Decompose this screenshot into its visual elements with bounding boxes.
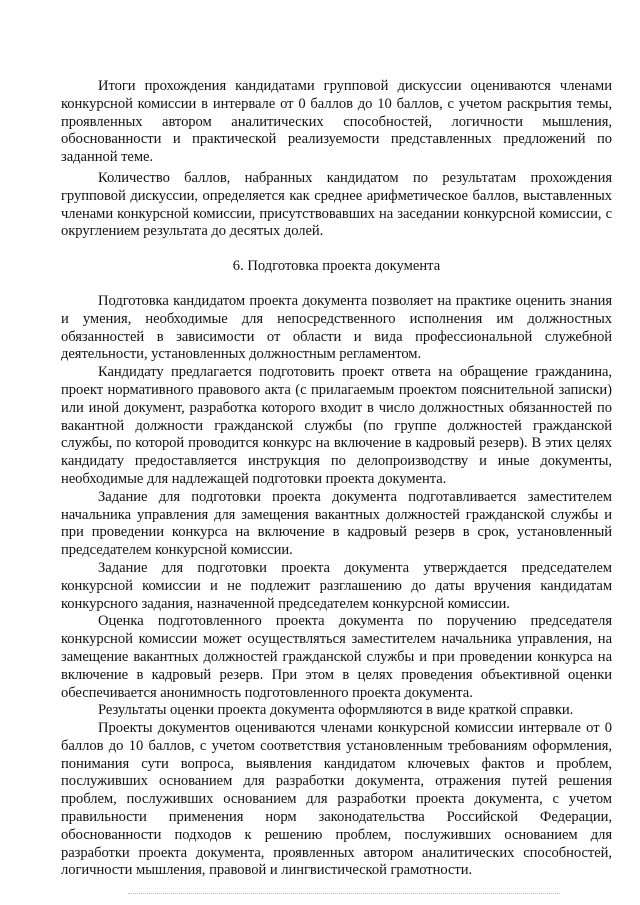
- paragraph-discussion-average: Количество баллов, набранных кандидатом по результатам прохождения групповой дискуссии, определяется как среднее арифметическое баллов, выставленных членами конкурсной комиссии, присутствовавших на заседании конкурсной комиссии, с округлением результата до десятых долей.: [61, 169, 612, 240]
- scan-edge-artifact: [128, 893, 560, 896]
- paragraph-task-types: Кандидату предлагается подготовить проект ответа на обращение гражданина, проект нормативного правового акта (с прилагаемым проектом пояснительной записки) или иной документ, разработка которого входит в число должностных обязанностей по вакантной должности гражданской службы (по группе должностей гражданской службы, по которой проводится конкурс на включение в кадровый резерв). В этих целях кандидату предоставляется инструкция по делопроизводству и иные документы, необходимые для надлежащей подготовки проекта документа.: [61, 364, 612, 487]
- section-heading: 6. Подготовка проекта документа: [232, 258, 441, 275]
- paragraph-task-approval: Задание для подготовки проекта документа утверждается председателем конкурсной комиссии и не подлежит разглашению до даты вручения кандидатам конкурсного задания, назначенной председателем конкурсной комиссии.: [61, 559, 612, 612]
- paragraph-results: Результаты оценки проекта документа оформляются в виде краткой справки.: [98, 702, 574, 719]
- paragraph-purpose: Подготовка кандидатом проекта документа позволяет на практике оценить знания и умения, необходимые для непосредственного исполнения им должностных обязанностей в зависимости от области и вида профессиональной служебной деятельности, установленных должностным регламентом.: [61, 292, 612, 363]
- paragraph-scoring-criteria: Проекты документов оцениваются членами конкурсной комиссии интервале от 0 баллов до 10 баллов, с учетом соответствия установленным требованиям оформления, понимания сути вопроса, выявления кандидатом ключевых фактов и проблем, послуживших основанием для разработки документа, отражения путей решения проблем, послуживших основанием для разработки проекта документа, с учетом правильности применения норм законодательства Российской Федерации, обоснованности подходов к решению проблем, послуживших основанием для разработки проекта документа, проявленных автором аналитических способностей, логичности мышления, правовой и лингвистической грамотности.: [61, 720, 612, 879]
- paragraph-evaluation: Оценка подготовленного проекта документа по поручению председателя конкурсной комиссии может осуществляться заместителем начальника управления, на замещение вакантных должностей гражданской службы и при проведении конкурса на включение в кадровый резерв. При этом в целях проведения объективной оценки обеспечивается анонимность подготовленного проекта документа.: [61, 613, 612, 701]
- paragraph-task-preparation: Задание для подготовки проекта документа подготавливается заместителем начальника управления для замещения вакантных должностей гражданской службы и при проведении конкурса на включение в кадровый резерв в срок, установленный председателем конкурсной комиссии.: [61, 488, 612, 559]
- paragraph-discussion-scoring: Итоги прохождения кандидатами групповой дискуссии оцениваются членами конкурсной комиссии в интервале от 0 баллов до 10 баллов, с учетом раскрытия темы, проявленных автором аналитических способностей, логичности мышления, обоснованности и практической реализуемости представленных предложений по заданной теме.: [61, 78, 612, 166]
